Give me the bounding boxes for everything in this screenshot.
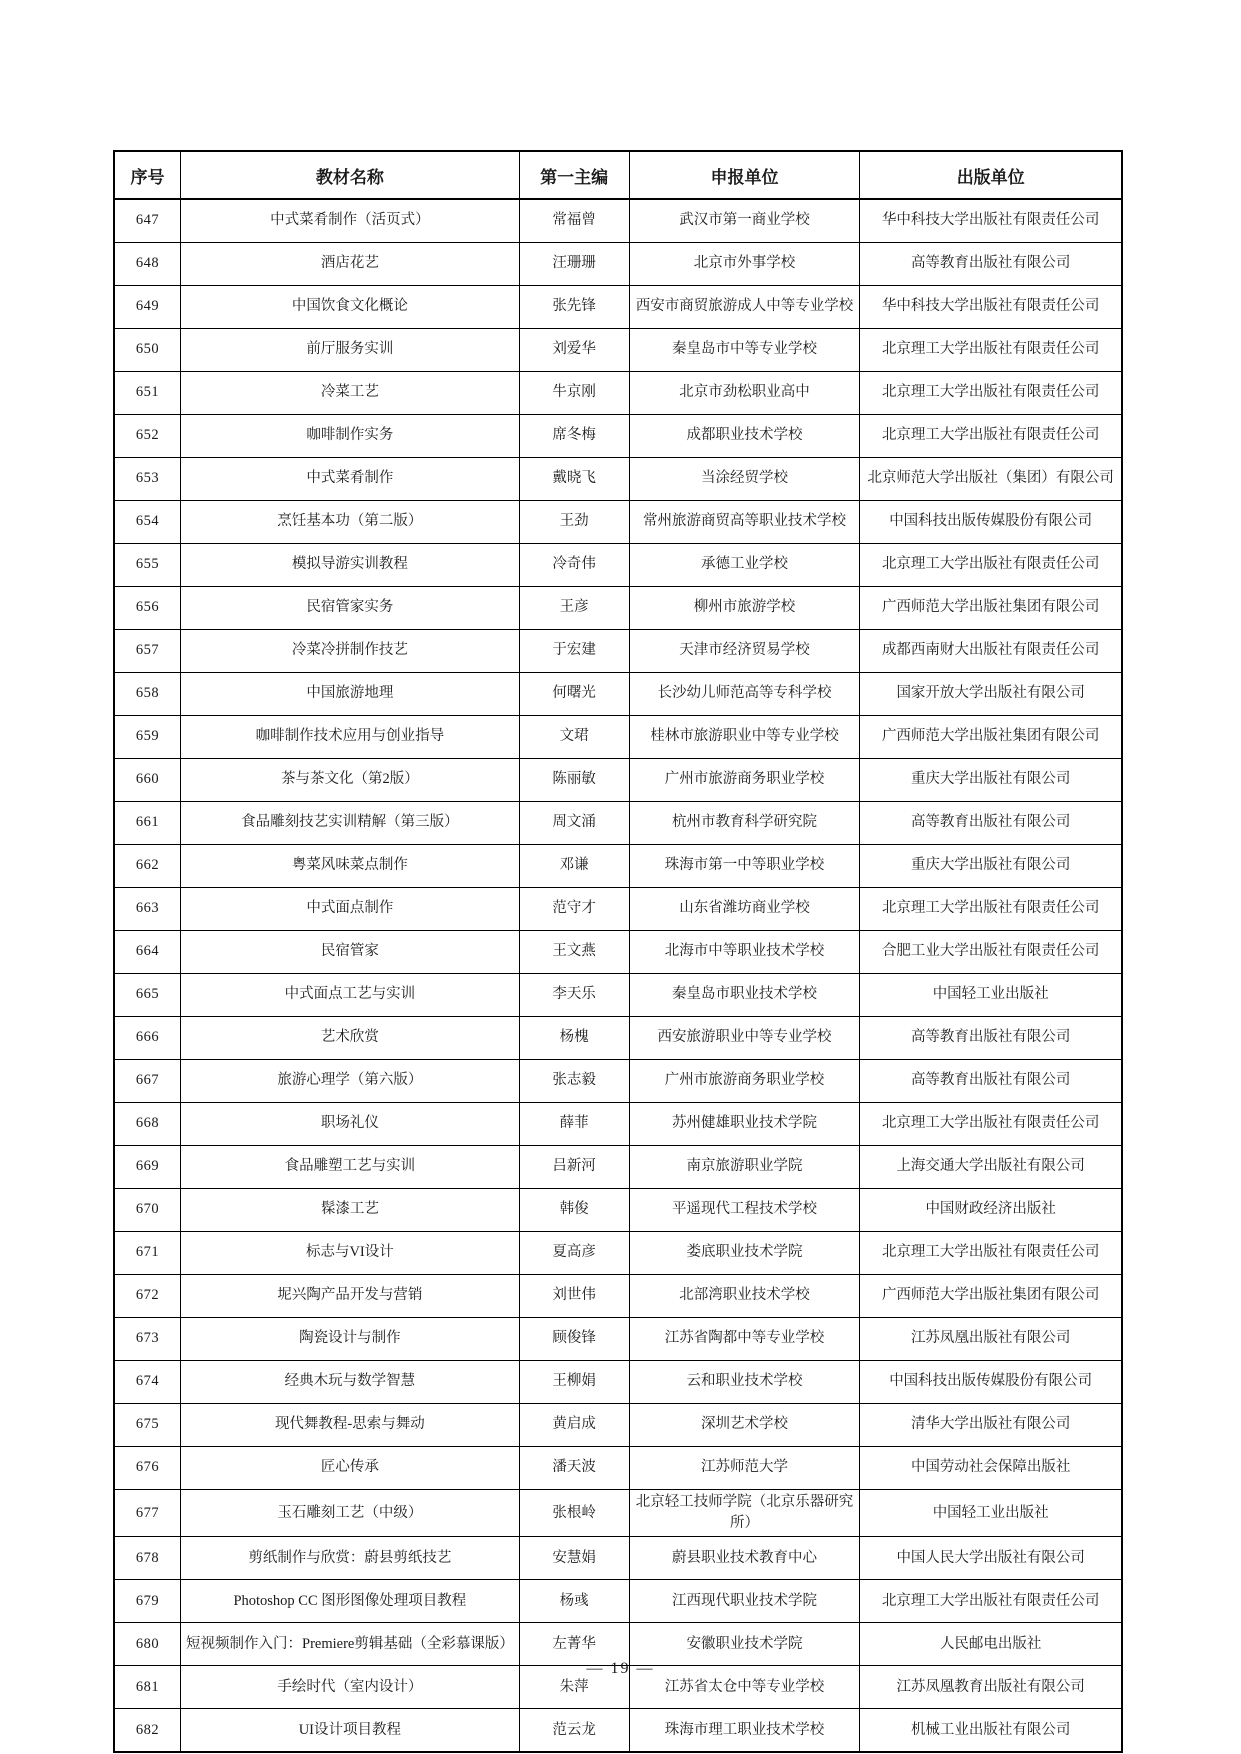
cell-publisher: 机械工业出版社有限公司 — [860, 1709, 1122, 1753]
cell-unit: 北京市劲松职业高中 — [629, 372, 860, 415]
cell-seq: 658 — [114, 673, 181, 716]
cell-unit: 广州市旅游商务职业学校 — [629, 1060, 860, 1103]
cell-seq: 655 — [114, 544, 181, 587]
cell-unit: 苏州健雄职业技术学院 — [629, 1103, 860, 1146]
cell-title: 标志与VI设计 — [181, 1232, 520, 1275]
cell-unit: 江苏师范大学 — [629, 1447, 860, 1490]
page-number: — 19 — — [586, 1660, 655, 1677]
cell-title: 玉石雕刻工艺（中级） — [181, 1490, 520, 1537]
table-row — [114, 458, 1122, 501]
cell-unit: 江苏省太仓中等专业学校 — [629, 1666, 860, 1709]
cell-title: 陶瓷设计与制作 — [181, 1318, 520, 1361]
cell-title: 坭兴陶产品开发与营销 — [181, 1275, 520, 1318]
table-row — [114, 1146, 1122, 1189]
cell-seq: 657 — [114, 630, 181, 673]
cell-unit: 蔚县职业技术教育中心 — [629, 1537, 860, 1580]
cell-seq: 665 — [114, 974, 181, 1017]
table-row — [114, 1103, 1122, 1146]
cell-publisher: 北京理工大学出版社有限责任公司 — [860, 329, 1122, 372]
table-row — [114, 501, 1122, 544]
table-row — [114, 372, 1122, 415]
cell-unit: 平遥现代工程技术学校 — [629, 1189, 860, 1232]
cell-title: 冷菜工艺 — [181, 372, 520, 415]
cell-editor: 吕新河 — [519, 1146, 629, 1189]
cell-title: 中式面点工艺与实训 — [181, 974, 520, 1017]
table-header-row — [114, 151, 1122, 199]
table-row — [114, 286, 1122, 329]
cell-seq: 661 — [114, 802, 181, 845]
cell-title: 旅游心理学（第六版） — [181, 1060, 520, 1103]
cell-editor: 席冬梅 — [519, 415, 629, 458]
cell-seq: 666 — [114, 1017, 181, 1060]
cell-editor: 文珺 — [519, 716, 629, 759]
cell-publisher: 重庆大学出版社有限公司 — [860, 845, 1122, 888]
cell-publisher: 高等教育出版社有限公司 — [860, 1060, 1122, 1103]
cell-title: 职场礼仪 — [181, 1103, 520, 1146]
table-row — [114, 415, 1122, 458]
cell-seq: 663 — [114, 888, 181, 931]
cell-seq: 679 — [114, 1580, 181, 1623]
column-header-seq: 序号 — [114, 151, 181, 199]
cell-title: 中式菜肴制作（活页式） — [181, 199, 520, 243]
cell-seq: 654 — [114, 501, 181, 544]
cell-title: 中国旅游地理 — [181, 673, 520, 716]
cell-publisher: 中国轻工业出版社 — [860, 1490, 1122, 1537]
cell-publisher: 合肥工业大学出版社有限责任公司 — [860, 931, 1122, 974]
table-row — [114, 1580, 1122, 1623]
cell-title: Photoshop CC 图形图像处理项目教程 — [181, 1580, 520, 1623]
table-row — [114, 1017, 1122, 1060]
table-row — [114, 1361, 1122, 1404]
cell-unit: 西安市商贸旅游成人中等专业学校 — [629, 286, 860, 329]
table-row — [114, 845, 1122, 888]
cell-editor: 邓谦 — [519, 845, 629, 888]
cell-seq: 680 — [114, 1623, 181, 1666]
cell-seq: 673 — [114, 1318, 181, 1361]
table-row — [114, 587, 1122, 630]
cell-publisher: 北京理工大学出版社有限责任公司 — [860, 1580, 1122, 1623]
cell-unit: 深圳艺术学校 — [629, 1404, 860, 1447]
cell-publisher: 中国财政经济出版社 — [860, 1189, 1122, 1232]
cell-seq: 662 — [114, 845, 181, 888]
table-row — [114, 1232, 1122, 1275]
cell-seq: 652 — [114, 415, 181, 458]
cell-publisher: 江苏凤凰教育出版社有限公司 — [860, 1666, 1122, 1709]
cell-title: 酒店花艺 — [181, 243, 520, 286]
cell-editor: 张志毅 — [519, 1060, 629, 1103]
cell-publisher: 高等教育出版社有限公司 — [860, 1017, 1122, 1060]
cell-editor: 王彦 — [519, 587, 629, 630]
cell-publisher: 上海交通大学出版社有限公司 — [860, 1146, 1122, 1189]
cell-editor: 周文涌 — [519, 802, 629, 845]
cell-publisher: 北京理工大学出版社有限责任公司 — [860, 1232, 1122, 1275]
cell-unit: 云和职业技术学校 — [629, 1361, 860, 1404]
cell-editor: 王柳娟 — [519, 1361, 629, 1404]
cell-unit: 长沙幼儿师范高等专科学校 — [629, 673, 860, 716]
table-row — [114, 1189, 1122, 1232]
textbook-table-container — [113, 150, 1123, 1753]
cell-seq: 677 — [114, 1490, 181, 1537]
cell-title: 剪纸制作与欣赏：蔚县剪纸技艺 — [181, 1537, 520, 1580]
cell-unit: 北海市中等职业技术学校 — [629, 931, 860, 974]
cell-title: 现代舞教程-思索与舞动 — [181, 1404, 520, 1447]
textbook-approval-table — [113, 150, 1123, 1753]
cell-editor: 于宏建 — [519, 630, 629, 673]
cell-unit: 秦皇岛市职业技术学校 — [629, 974, 860, 1017]
cell-unit: 江苏省陶都中等专业学校 — [629, 1318, 860, 1361]
cell-unit: 北京市外事学校 — [629, 243, 860, 286]
cell-unit: 北部湾职业技术学校 — [629, 1275, 860, 1318]
cell-title: 中国饮食文化概论 — [181, 286, 520, 329]
cell-seq: 651 — [114, 372, 181, 415]
cell-title: 民宿管家 — [181, 931, 520, 974]
cell-publisher: 广西师范大学出版社集团有限公司 — [860, 587, 1122, 630]
cell-editor: 李天乐 — [519, 974, 629, 1017]
table-row — [114, 243, 1122, 286]
cell-unit: 成都职业技术学校 — [629, 415, 860, 458]
cell-title: 模拟导游实训教程 — [181, 544, 520, 587]
cell-unit: 山东省潍坊商业学校 — [629, 888, 860, 931]
column-header-title: 教材名称 — [181, 151, 520, 199]
cell-editor: 韩俊 — [519, 1189, 629, 1232]
cell-editor: 王劲 — [519, 501, 629, 544]
cell-unit: 北京轻工技师学院（北京乐器研究所） — [629, 1490, 860, 1537]
cell-unit: 珠海市理工职业技术学校 — [629, 1709, 860, 1753]
cell-seq: 676 — [114, 1447, 181, 1490]
cell-editor: 夏高彦 — [519, 1232, 629, 1275]
table-row — [114, 1447, 1122, 1490]
cell-editor: 范守才 — [519, 888, 629, 931]
cell-editor: 冷奇伟 — [519, 544, 629, 587]
cell-publisher: 中国劳动社会保障出版社 — [860, 1447, 1122, 1490]
cell-seq: 672 — [114, 1275, 181, 1318]
cell-publisher: 中国科技出版传媒股份有限公司 — [860, 1361, 1122, 1404]
cell-editor: 范云龙 — [519, 1709, 629, 1753]
cell-unit: 杭州市教育科学研究院 — [629, 802, 860, 845]
cell-publisher: 北京理工大学出版社有限责任公司 — [860, 415, 1122, 458]
cell-unit: 当涂经贸学校 — [629, 458, 860, 501]
cell-editor: 陈丽敏 — [519, 759, 629, 802]
cell-publisher: 北京师范大学出版社（集团）有限公司 — [860, 458, 1122, 501]
cell-unit: 承德工业学校 — [629, 544, 860, 587]
table-row — [114, 544, 1122, 587]
table-row — [114, 1275, 1122, 1318]
cell-title: 民宿管家实务 — [181, 587, 520, 630]
cell-seq: 653 — [114, 458, 181, 501]
table-row — [114, 630, 1122, 673]
table-row — [114, 759, 1122, 802]
cell-unit: 珠海市第一中等职业学校 — [629, 845, 860, 888]
cell-unit: 天津市经济贸易学校 — [629, 630, 860, 673]
cell-publisher: 成都西南财大出版社有限责任公司 — [860, 630, 1122, 673]
cell-title: 粤菜风味菜点制作 — [181, 845, 520, 888]
table-row — [114, 802, 1122, 845]
cell-title: 匠心传承 — [181, 1447, 520, 1490]
table-row — [114, 673, 1122, 716]
cell-title: 烹饪基本功（第二版） — [181, 501, 520, 544]
cell-editor: 左菁华 — [519, 1623, 629, 1666]
cell-seq: 669 — [114, 1146, 181, 1189]
cell-seq: 660 — [114, 759, 181, 802]
cell-publisher: 江苏凤凰出版社有限公司 — [860, 1318, 1122, 1361]
cell-publisher: 广西师范大学出版社集团有限公司 — [860, 1275, 1122, 1318]
cell-seq: 670 — [114, 1189, 181, 1232]
cell-publisher: 高等教育出版社有限公司 — [860, 243, 1122, 286]
table-row — [114, 1490, 1122, 1537]
column-header-unit: 申报单位 — [629, 151, 860, 199]
cell-publisher: 清华大学出版社有限公司 — [860, 1404, 1122, 1447]
cell-seq: 674 — [114, 1361, 181, 1404]
cell-unit: 南京旅游职业学院 — [629, 1146, 860, 1189]
cell-unit: 常州旅游商贸高等职业技术学校 — [629, 501, 860, 544]
cell-editor: 潘天波 — [519, 1447, 629, 1490]
cell-editor: 杨槐 — [519, 1017, 629, 1060]
cell-editor: 朱萍 — [519, 1666, 629, 1709]
cell-seq: 671 — [114, 1232, 181, 1275]
table-row — [114, 1318, 1122, 1361]
cell-editor: 常福曾 — [519, 199, 629, 243]
cell-unit: 安徽职业技术学院 — [629, 1623, 860, 1666]
table-row — [114, 1404, 1122, 1447]
cell-title: 艺术欣赏 — [181, 1017, 520, 1060]
cell-seq: 675 — [114, 1404, 181, 1447]
cell-unit: 秦皇岛市中等专业学校 — [629, 329, 860, 372]
cell-title: 前厅服务实训 — [181, 329, 520, 372]
cell-publisher: 中国人民大学出版社有限公司 — [860, 1537, 1122, 1580]
cell-unit: 柳州市旅游学校 — [629, 587, 860, 630]
cell-title: 中式面点制作 — [181, 888, 520, 931]
cell-seq: 650 — [114, 329, 181, 372]
cell-editor: 张先锋 — [519, 286, 629, 329]
cell-unit: 桂林市旅游职业中等专业学校 — [629, 716, 860, 759]
cell-editor: 刘爱华 — [519, 329, 629, 372]
cell-seq: 647 — [114, 199, 181, 243]
cell-seq: 649 — [114, 286, 181, 329]
cell-publisher: 中国轻工业出版社 — [860, 974, 1122, 1017]
cell-unit: 西安旅游职业中等专业学校 — [629, 1017, 860, 1060]
cell-seq: 664 — [114, 931, 181, 974]
cell-publisher: 国家开放大学出版社有限公司 — [860, 673, 1122, 716]
cell-publisher: 中国科技出版传媒股份有限公司 — [860, 501, 1122, 544]
cell-publisher: 重庆大学出版社有限公司 — [860, 759, 1122, 802]
cell-editor: 顾俊锋 — [519, 1318, 629, 1361]
cell-title: 经典木玩与数学智慧 — [181, 1361, 520, 1404]
cell-seq: 681 — [114, 1666, 181, 1709]
cell-publisher: 人民邮电出版社 — [860, 1623, 1122, 1666]
cell-editor: 杨彧 — [519, 1580, 629, 1623]
cell-publisher: 广西师范大学出版社集团有限公司 — [860, 716, 1122, 759]
cell-publisher: 华中科技大学出版社有限责任公司 — [860, 199, 1122, 243]
cell-seq: 678 — [114, 1537, 181, 1580]
cell-publisher: 华中科技大学出版社有限责任公司 — [860, 286, 1122, 329]
column-header-publisher: 出版单位 — [860, 151, 1122, 199]
cell-editor: 汪珊珊 — [519, 243, 629, 286]
table-row — [114, 1537, 1122, 1580]
table-row — [114, 974, 1122, 1017]
cell-editor: 戴晓飞 — [519, 458, 629, 501]
cell-editor: 薛菲 — [519, 1103, 629, 1146]
cell-publisher: 高等教育出版社有限公司 — [860, 802, 1122, 845]
cell-unit: 娄底职业技术学院 — [629, 1232, 860, 1275]
table-row — [114, 1060, 1122, 1103]
cell-editor: 安慧娟 — [519, 1537, 629, 1580]
cell-title: 食品雕刻技艺实训精解（第三版） — [181, 802, 520, 845]
cell-title: 中式菜肴制作 — [181, 458, 520, 501]
cell-seq: 667 — [114, 1060, 181, 1103]
cell-unit: 武汉市第一商业学校 — [629, 199, 860, 243]
cell-title: 食品雕塑工艺与实训 — [181, 1146, 520, 1189]
cell-seq: 659 — [114, 716, 181, 759]
cell-title: 咖啡制作技术应用与创业指导 — [181, 716, 520, 759]
cell-editor: 何曙光 — [519, 673, 629, 716]
cell-title: 茶与茶文化（第2版） — [181, 759, 520, 802]
table-row — [114, 1709, 1122, 1753]
cell-title: UI设计项目教程 — [181, 1709, 520, 1753]
table-row — [114, 199, 1122, 243]
table-row — [114, 888, 1122, 931]
table-row — [114, 931, 1122, 974]
cell-title: 髹漆工艺 — [181, 1189, 520, 1232]
cell-editor: 刘世伟 — [519, 1275, 629, 1318]
cell-publisher: 北京理工大学出版社有限责任公司 — [860, 888, 1122, 931]
cell-editor: 王文燕 — [519, 931, 629, 974]
cell-title: 手绘时代（室内设计） — [181, 1666, 520, 1709]
cell-title: 冷菜冷拼制作技艺 — [181, 630, 520, 673]
cell-editor: 牛京刚 — [519, 372, 629, 415]
cell-editor: 张根岭 — [519, 1490, 629, 1537]
cell-seq: 682 — [114, 1709, 181, 1753]
cell-publisher: 北京理工大学出版社有限责任公司 — [860, 372, 1122, 415]
cell-title: 短视频制作入门：Premiere剪辑基础（全彩慕课版） — [181, 1623, 520, 1666]
cell-unit: 江西现代职业技术学院 — [629, 1580, 860, 1623]
table-row — [114, 329, 1122, 372]
cell-editor: 黄启成 — [519, 1404, 629, 1447]
cell-seq: 668 — [114, 1103, 181, 1146]
column-header-editor: 第一主编 — [519, 151, 629, 199]
cell-seq: 656 — [114, 587, 181, 630]
cell-publisher: 北京理工大学出版社有限责任公司 — [860, 544, 1122, 587]
cell-publisher: 北京理工大学出版社有限责任公司 — [860, 1103, 1122, 1146]
cell-title: 咖啡制作实务 — [181, 415, 520, 458]
cell-unit: 广州市旅游商务职业学校 — [629, 759, 860, 802]
table-row — [114, 716, 1122, 759]
cell-seq: 648 — [114, 243, 181, 286]
